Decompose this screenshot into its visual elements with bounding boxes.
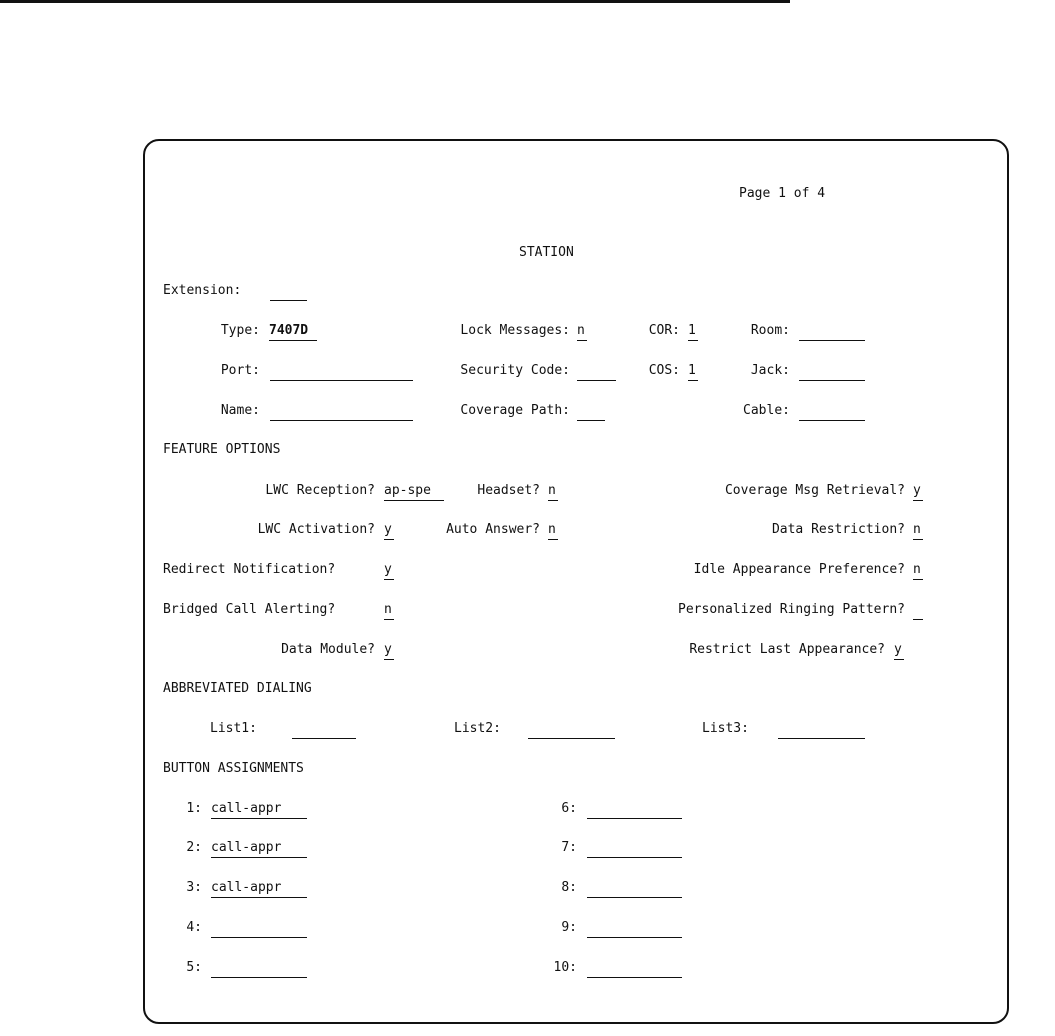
top-rule [0, 0, 790, 3]
extension-field[interactable] [270, 284, 307, 301]
jack-label: Jack: [750, 363, 790, 378]
data-restriction-field[interactable]: n [913, 523, 923, 540]
cor-field[interactable]: 1 [688, 324, 698, 341]
data-module-field[interactable]: y [384, 643, 394, 660]
page-title: STATION [519, 245, 574, 260]
idle-appearance-preference-label: Idle Appearance Preference? [693, 562, 905, 577]
list1-label: List1: [210, 721, 257, 736]
cable-label: Cable: [743, 403, 790, 418]
redirect-notification-field[interactable]: y [384, 563, 394, 580]
button-3-field[interactable]: call-appr [211, 881, 307, 898]
abbreviated-dialing-heading: ABBREVIATED DIALING [163, 681, 312, 696]
headset-label: Headset? [477, 483, 540, 498]
lwc-activation-field[interactable]: y [384, 523, 394, 540]
headset-field[interactable]: n [548, 484, 558, 501]
data-module-label: Data Module? [281, 642, 375, 657]
security-code-field[interactable] [577, 364, 616, 381]
button-7-field[interactable] [587, 841, 682, 858]
security-code-label: Security Code: [460, 363, 570, 378]
lwc-reception-label: LWC Reception? [265, 483, 375, 498]
cos-label: COS: [648, 363, 680, 378]
lwc-activation-label: LWC Activation? [257, 522, 375, 537]
list2-field[interactable] [528, 722, 615, 739]
feature-options-heading: FEATURE OPTIONS [163, 442, 281, 457]
list3-field[interactable] [778, 722, 865, 739]
idle-appearance-preference-field[interactable]: n [913, 563, 923, 580]
bridged-call-alerting-label: Bridged Call Alerting? [163, 602, 336, 617]
port-label: Port: [220, 363, 260, 378]
bridged-call-alerting-field[interactable]: n [384, 603, 394, 620]
cor-label: COR: [648, 323, 680, 338]
button-7-label: 7: [561, 840, 577, 855]
lock-messages-field[interactable]: n [577, 324, 587, 341]
extension-label: Extension: [163, 283, 242, 298]
room-label: Room: [750, 323, 790, 338]
button-4-field[interactable] [211, 921, 307, 938]
type-field[interactable]: 7407D [269, 324, 317, 341]
coverage-msg-retrieval-field[interactable]: y [913, 484, 923, 501]
name-field[interactable] [270, 404, 413, 421]
button-5-label: 5: [186, 960, 202, 975]
button-3-label: 3: [186, 880, 202, 895]
button-8-field[interactable] [587, 881, 682, 898]
button-4-label: 4: [186, 920, 202, 935]
name-label: Name: [220, 403, 260, 418]
button-10-label: 10: [553, 960, 577, 975]
button-6-field[interactable] [587, 802, 682, 819]
auto-answer-label: Auto Answer? [446, 522, 540, 537]
redirect-notification-label: Redirect Notification? [163, 562, 336, 577]
room-field[interactable] [799, 324, 865, 341]
jack-field[interactable] [799, 364, 865, 381]
restrict-last-appearance-field[interactable]: y [894, 643, 904, 660]
port-field[interactable] [270, 364, 413, 381]
button-8-label: 8: [561, 880, 577, 895]
personalized-ringing-pattern-label: Personalized Ringing Pattern? [678, 602, 905, 617]
button-9-field[interactable] [587, 921, 682, 938]
list3-label: List3: [702, 721, 749, 736]
button-2-label: 2: [186, 840, 202, 855]
button-1-field[interactable]: call-appr [211, 802, 307, 819]
coverage-path-label: Coverage Path: [460, 403, 570, 418]
cable-field[interactable] [799, 404, 865, 421]
personalized-ringing-pattern-field[interactable] [913, 603, 923, 620]
lwc-reception-field[interactable]: ap-spe [384, 484, 444, 501]
data-restriction-label: Data Restriction? [771, 522, 905, 537]
button-10-field[interactable] [587, 961, 682, 978]
page-indicator: Page 1 of 4 [739, 186, 826, 201]
restrict-last-appearance-label: Restrict Last Appearance? [689, 642, 885, 657]
type-label: Type: [220, 323, 260, 338]
button-5-field[interactable] [211, 961, 307, 978]
auto-answer-field[interactable]: n [548, 523, 558, 540]
button-6-label: 6: [561, 801, 577, 816]
coverage-msg-retrieval-label: Coverage Msg Retrieval? [724, 483, 905, 498]
button-2-field[interactable]: call-appr [211, 841, 307, 858]
list1-field[interactable] [292, 722, 356, 739]
button-1-label: 1: [186, 801, 202, 816]
list2-label: List2: [454, 721, 501, 736]
button-9-label: 9: [561, 920, 577, 935]
cos-field[interactable]: 1 [688, 364, 698, 381]
coverage-path-field[interactable] [577, 404, 605, 421]
button-assignments-heading: BUTTON ASSIGNMENTS [163, 761, 304, 776]
lock-messages-label: Lock Messages: [460, 323, 570, 338]
